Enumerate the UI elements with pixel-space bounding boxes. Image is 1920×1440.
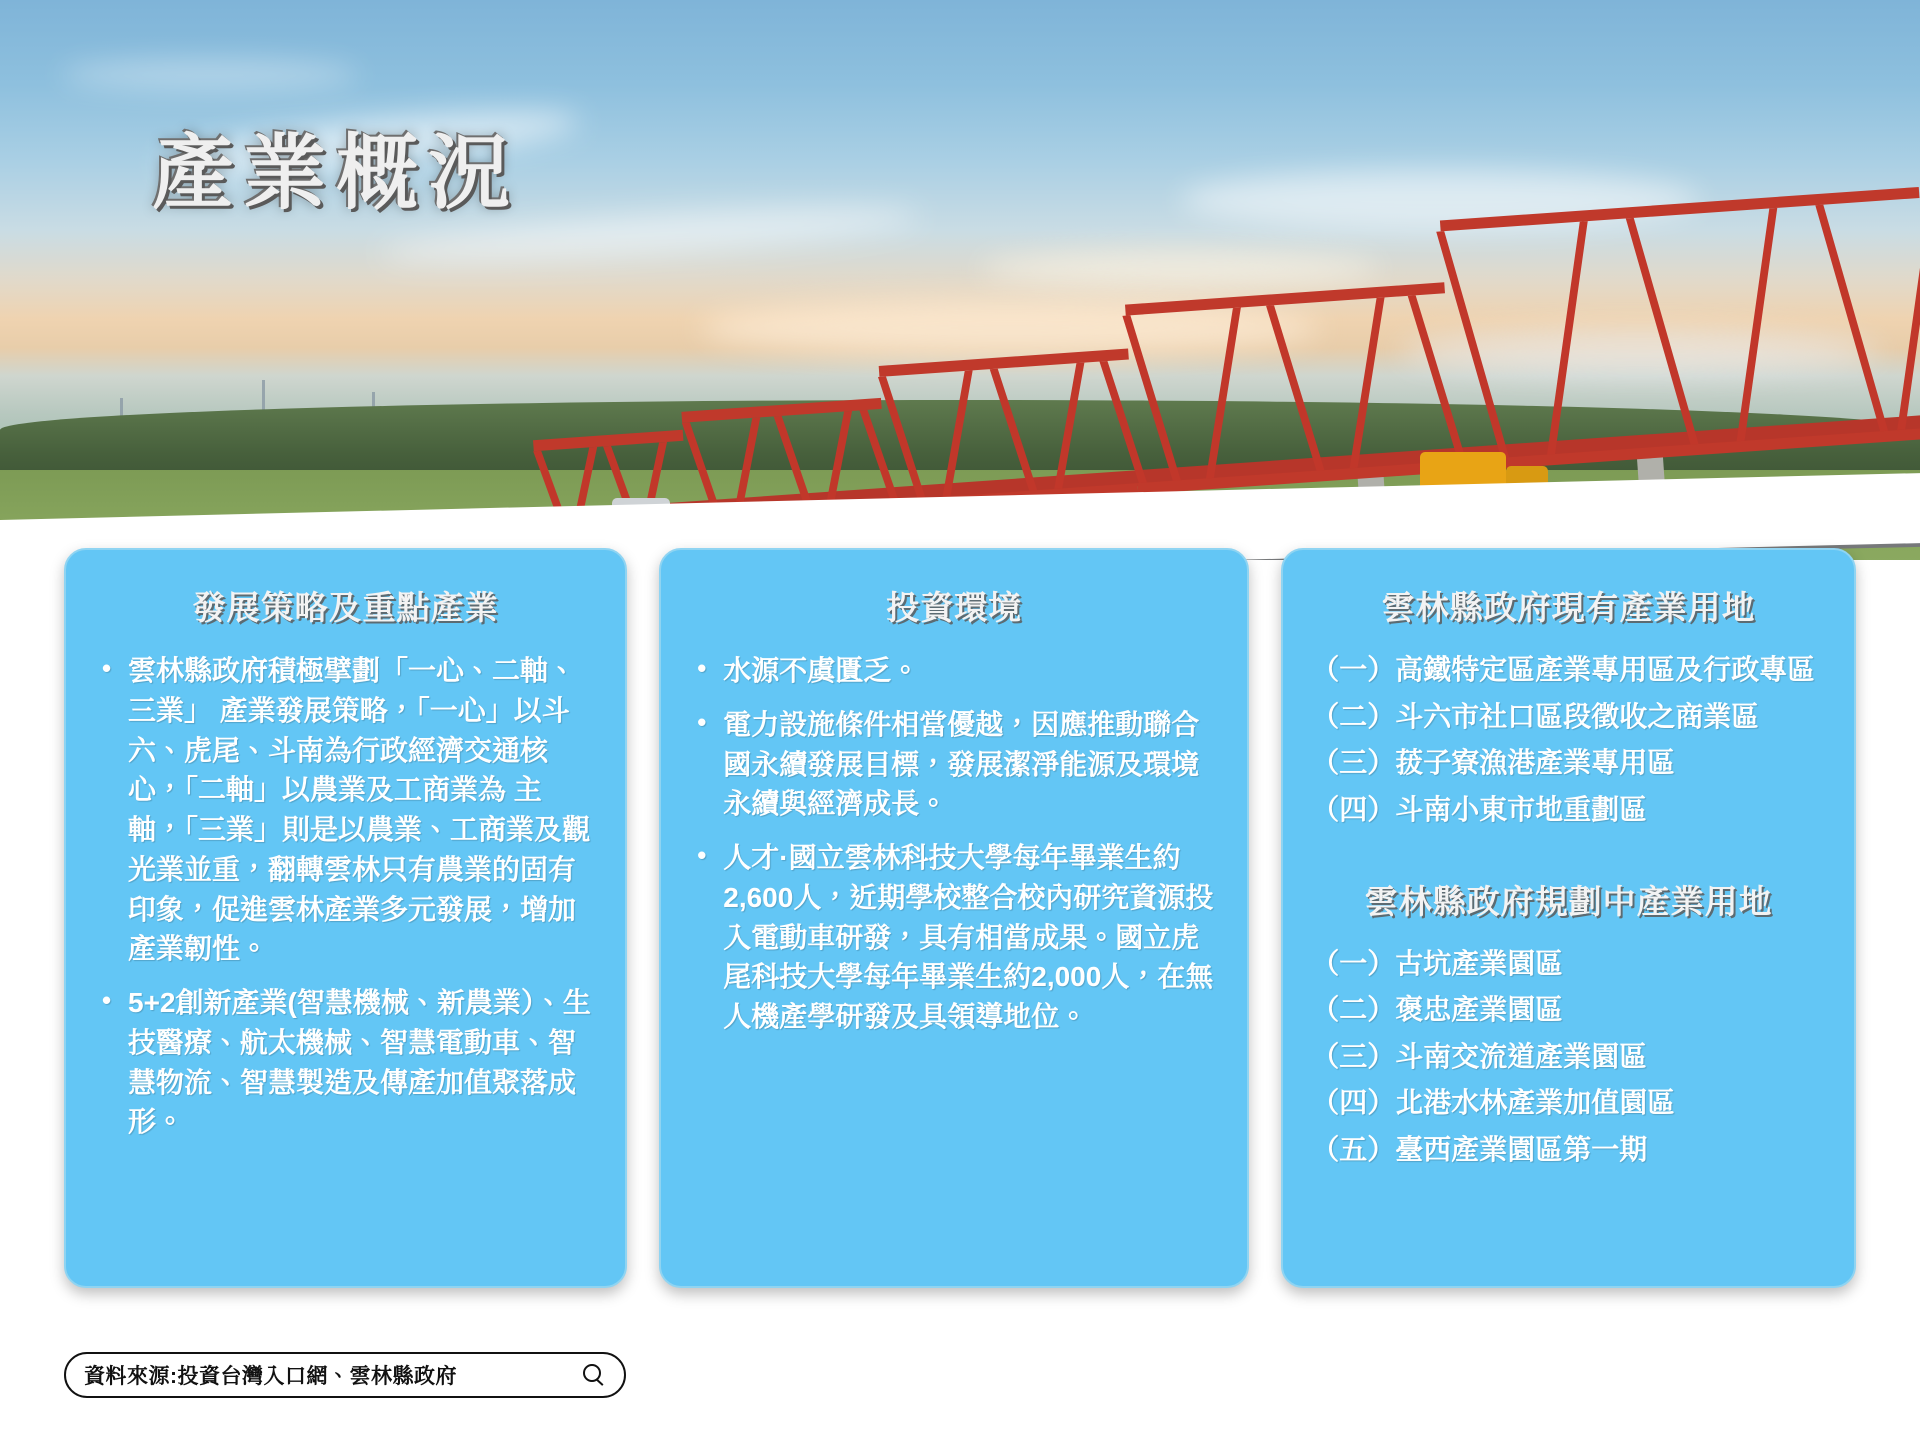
list-item: （一）高鐵特定區產業專用區及行政專區 (1311, 654, 1816, 685)
cloud (60, 60, 360, 90)
card-investment-environment (659, 548, 1249, 1288)
list-item: • 電力設施條件相當優越，因應推動聯合國永續發展目標，發展潔淨能源及環境永續與經濟成長。 (723, 705, 1219, 824)
card-industrial-land (1281, 548, 1856, 1288)
existing-land-list (1311, 651, 1826, 830)
list-item: （四）斗南小東市地重劃區 (1311, 793, 1648, 825)
list-item: • 水源不虞匱乏。 (723, 651, 1219, 691)
truss-span (1125, 282, 1457, 494)
list-item: • 雲林縣政府積極擘劃「一心、二軸、三業」 產業發展策略，「一心」以斗六、虎尾、斗南為行政經濟交通核心，「二軸」以農業及工商業為 主軸，「三業」則是以農業、工商業及觀光業並重，翻轉雲林只有農業的固有印象，促進雲林產業多元發展，增加產業韌性。 (128, 651, 597, 969)
planned-land-list (1311, 945, 1826, 1170)
bullet-list (689, 651, 1219, 1037)
list-item: （二）斗六市社口區段徵收之商業區 (1311, 700, 1760, 732)
list-item: （三）菝子寮漁港產業專用區 (1311, 747, 1676, 779)
list-item: （三）斗南交流道產業園區 (1311, 1040, 1648, 1072)
hero-photo (0, 0, 1920, 600)
content-cards (0, 548, 1920, 1288)
search-icon[interactable] (580, 1362, 606, 1388)
list-item: • 5+2創新產業(智慧機械、新農業）、生技醫療、航太機械、智慧電動車、智慧物流、智慧製造及傳產加值聚落成形。 (128, 983, 597, 1142)
page-title: 產業概況 (152, 128, 521, 219)
truss-span (1440, 187, 1920, 472)
list-item: （一）古坑產業園區 (1311, 947, 1564, 979)
card-title-planned-land: 雲林縣政府規劃中產業用地 (1364, 882, 1773, 920)
card-title: 發展策略及重點產業 (192, 589, 499, 626)
list-item: （二）褒忠產業園區 (1311, 994, 1564, 1026)
card-title-existing-land: 雲林縣政府現有產業用地 (1381, 589, 1756, 626)
truss-span (879, 349, 1139, 512)
list-item: （五）臺西產業園區第一期 (1311, 1134, 1648, 1165)
card-title: 投資環境 (886, 589, 1023, 626)
card-development-strategy (64, 548, 627, 1288)
source-pill[interactable] (64, 1352, 626, 1398)
list-item: （四）北港水林產業加值園區 (1311, 1087, 1676, 1119)
source-text: 資料來源:投資台灣入口網、雲林縣政府 (84, 1365, 457, 1388)
bullet-list (94, 651, 597, 1142)
list-item: • 人才·國立雲林科技大學每年畢業生約2,600人，近期學校整合校內研究資源投入電動車研發，具有相當成果。國立虎尾科技大學每年畢業生約2,000人，在無人機產學研發及具領導地位。 (723, 838, 1219, 1037)
